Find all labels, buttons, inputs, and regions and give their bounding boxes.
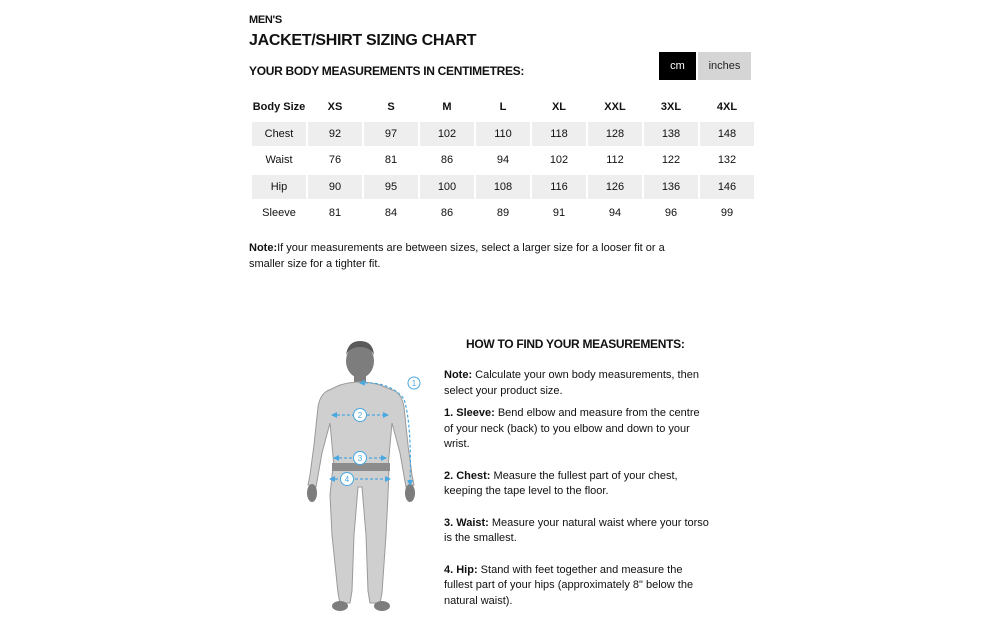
table-cell: 136 — [644, 175, 698, 200]
column-header: Body Size — [252, 101, 306, 114]
table-cell: 100 — [420, 175, 474, 200]
unit-inches-button[interactable]: inches — [698, 52, 751, 80]
note-text: If your measurements are between sizes, select a larger size for a looser fit or a smaller size for a tighter fit. — [249, 242, 665, 270]
figure-head — [346, 341, 374, 383]
table-cell: 118 — [532, 122, 586, 147]
table-row — [252, 201, 754, 226]
table-cell: 86 — [440, 154, 454, 167]
table-row — [252, 175, 754, 200]
step-text: Stand with feet together and measure the fullest part of your hips (approximately 8" below the natural waist). — [444, 563, 694, 607]
table-cell: 92 — [308, 122, 362, 147]
table-cell: 86 — [440, 207, 454, 220]
table-cell: 96 — [664, 207, 678, 220]
table-cell: 126 — [588, 175, 642, 200]
table-cell: 138 — [644, 122, 698, 147]
table-cell: 102 — [420, 122, 474, 147]
step-label: 1. Sleeve: — [444, 407, 495, 419]
table-cell: 90 — [308, 175, 362, 200]
table-cell: 84 — [384, 207, 398, 220]
column-header: L — [499, 101, 507, 114]
column-header: M — [442, 101, 452, 114]
table-cell: 76 — [328, 154, 342, 167]
table-cell: 81 — [384, 154, 398, 167]
row-label: Sleeve — [262, 207, 296, 220]
table-cell: 99 — [720, 207, 734, 220]
table-cell: 91 — [552, 207, 566, 220]
column-header: 3XL — [660, 101, 682, 114]
step-label: 2. Chest: — [444, 469, 491, 482]
table-cell: 128 — [588, 122, 642, 147]
table-cell: 146 — [700, 175, 754, 200]
table-cell: 97 — [364, 122, 418, 147]
table-cell: 116 — [532, 175, 586, 200]
table-cell: 95 — [364, 175, 418, 200]
table-cell: 94 — [496, 154, 510, 167]
page-eyebrow: MEN'S — [249, 14, 282, 26]
marker-label: 4 — [344, 475, 350, 484]
marker-label: 1 — [411, 379, 417, 388]
table-cell: 94 — [608, 207, 622, 220]
step-text: Measure your natural waist where your torso is the smallest. — [444, 516, 709, 544]
instruction-step-chest — [444, 469, 709, 500]
unit-cm-button[interactable]: cm — [659, 52, 696, 80]
body-measurement-figure — [300, 335, 430, 615]
instructions-note-text: Calculate your own body measurements, then select your product size. — [444, 369, 699, 397]
page-title: JACKET/SHIRT SIZING CHART — [249, 32, 477, 49]
column-header: S — [387, 101, 395, 114]
marker-waist — [354, 452, 367, 465]
instruction-step-sleeve — [444, 406, 709, 453]
table-cell: 148 — [700, 122, 754, 147]
figure-feet — [332, 601, 390, 611]
instruction-step-hip — [444, 563, 709, 610]
table-row — [252, 148, 754, 173]
column-header: 4XL — [716, 101, 738, 114]
instruction-step-waist — [444, 516, 709, 547]
table-cell: 89 — [496, 207, 510, 220]
table-row — [252, 122, 754, 147]
table-cell: 132 — [717, 154, 737, 167]
column-header: XL — [551, 101, 567, 114]
step-label: 4. Hip: — [444, 563, 478, 576]
table-header-row — [252, 95, 754, 120]
marker-hip — [341, 473, 354, 486]
table-cell: 108 — [476, 175, 530, 200]
step-text: Bend elbow and measure from the centre of your neck (back) to you elbow and down to your wrist. — [444, 407, 700, 450]
measurement-instructions — [444, 368, 709, 609]
marker-sleeve — [408, 377, 420, 389]
table-cell: 102 — [549, 154, 569, 167]
column-header: XXL — [604, 101, 626, 114]
measurement-subtitle: YOUR BODY MEASUREMENTS IN CENTIMETRES: — [249, 64, 525, 78]
step-label: 3. Waist: — [444, 516, 489, 529]
marker-chest — [354, 409, 367, 422]
size-note — [249, 240, 689, 272]
size-table — [250, 93, 756, 228]
unit-toggle — [659, 52, 751, 80]
row-label: Waist — [265, 154, 293, 167]
instructions-note — [444, 368, 709, 399]
instructions-note-label: Note: — [444, 369, 473, 381]
marker-label: 3 — [357, 454, 363, 463]
note-label: Note: — [249, 242, 278, 254]
table-cell: 122 — [661, 154, 681, 167]
row-label: Chest — [252, 122, 306, 147]
how-to-title: HOW TO FIND YOUR MEASUREMENTS: — [466, 337, 685, 351]
step-text: Measure the fullest part of your chest, keeping the tape level to the floor. — [444, 469, 678, 497]
column-header: XS — [327, 101, 343, 114]
marker-label: 2 — [357, 411, 363, 420]
table-cell: 112 — [606, 154, 624, 167]
row-label: Hip — [252, 175, 306, 200]
table-cell: 81 — [328, 207, 342, 220]
table-cell: 110 — [476, 122, 530, 147]
